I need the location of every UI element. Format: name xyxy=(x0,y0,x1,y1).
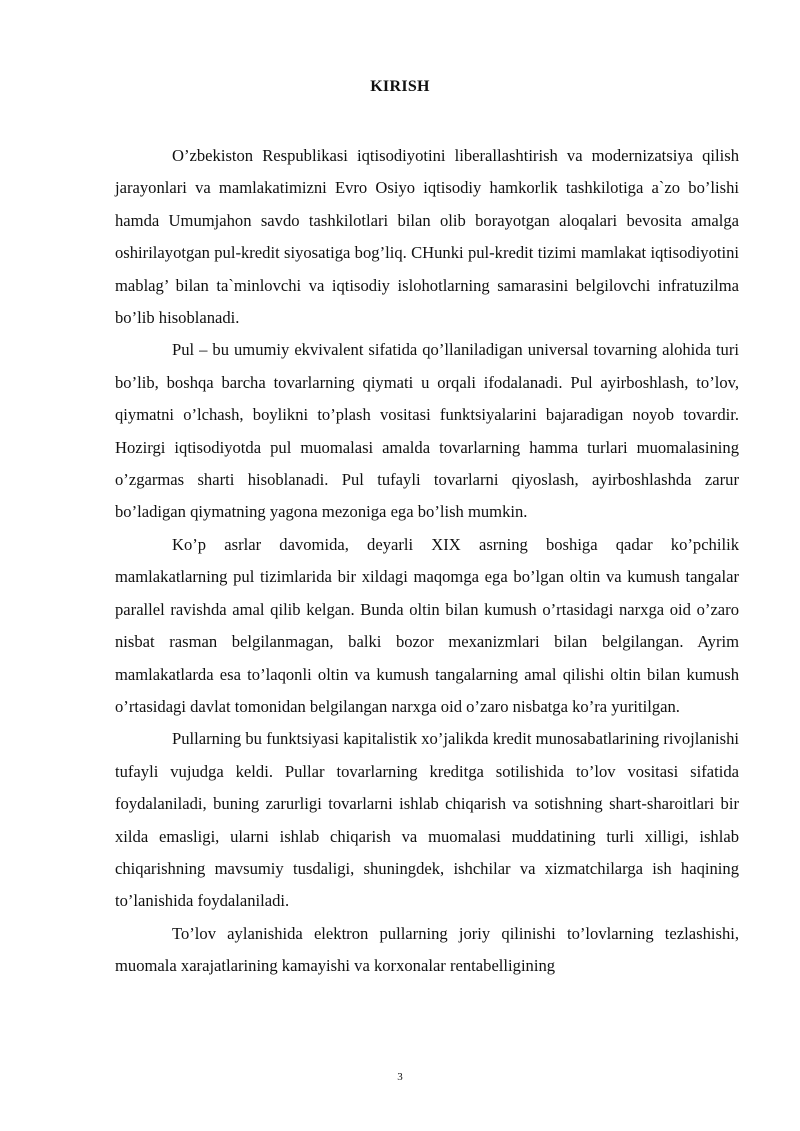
paragraph-4: Pullarning bu funktsiyasi kapitalistik xo’jalikda kredit munosabatlarining rivojlanishi tufayli vujudga keldi. Pullar tovarlarning kreditga sotilishida to’lov vositasi sifatida foydalaniladi, buning zarurligi tovarlarni ishlab chiqarish va sotishning shart-sharoitlari bir xilda emasligi, ularni ishlab chiqarish va muomalasi muddatining turli xilligi, ishlab chiqarishning mavsumiy tusdaligi, shuningdek, ishchilar va xizmatchilarga ish haqining to’lanishida foydalaniladi. xyxy=(115,729,739,911)
paragraph-1: O’zbekiston Respublikasi iqtisodiyotini liberallashtirish va modernizatsiya qilish jarayonlari va mamlakatimizni Evro Osiyo iqtisodiy hamkorlik tashkilotiga a`zo bo’lishi hamda Umumjahon savdo tashkilotlari bilan olib borayotgan aloqalari bevosita amalga oshirilayotgan pul-kredit siyosatiga bog’liq. CHunki pul-kredit tizimi mamlakat iqtisodiyotini mablag’ bilan ta`minlovchi va iqtisodiy islohotlarning samarasini belgilovchi infratuzilma bo’lib hisoblanadi. xyxy=(115,146,739,328)
paragraph-5: To’lov aylanishida elektron pullarning joriy qilinishi to’lovlarning tezlashishi, muomala xarajatlarining kamayishi va korxonalar rentabelligining xyxy=(115,923,739,976)
page-number: 3 xyxy=(397,1071,403,1083)
page-title: KIRISH xyxy=(370,78,430,95)
paragraph-3: Ko’p asrlar davomida, deyarli XIX asrning boshiga qadar ko’pchilik mamlakatlarning pul tizimlarida bir xildagi maqomga ega bo’lgan oltin va kumush tangalar parallel ravishda amal qilib kelgan. Bunda oltin bilan kumush o’rtasidagi narxga oid o’zaro nisbat rasman belgilanmagan, balki bozor mexanizmlari bilan belgilangan. Ayrim mamlakatlarda esa to’laqonli oltin va kumush tangalarning amal qilishi oltin bilan kumush o’rtasidagi davlat tomonidan belgilangan narxga oid o’zaro nisbatga ko’ra yuritilgan. xyxy=(115,534,739,716)
body-text xyxy=(115,140,739,983)
paragraph-2: Pul – bu umumiy ekvivalent sifatida qo’llaniladigan universal tovarning alohida turi bo’lib, boshqa barcha tovarlarning qiymati u orqali ifodalanadi. Pul ayirboshlash, to’lov, qiymatni o’lchash, boylikni to’plash vositasi funktsiyalarini bajaradigan noyob tovardir. Hozirgi iqtisodiyotda pul muomalasi amalda tovarlarning hamma turlari muomalasining o’zgarmas sharti hisoblanadi. Pul tufayli tovarlarni qiyoslash, ayirboshlashda zarur bo’ladigan qiymatning yagona mezoniga ega bo’lish mumkin. xyxy=(115,340,739,522)
